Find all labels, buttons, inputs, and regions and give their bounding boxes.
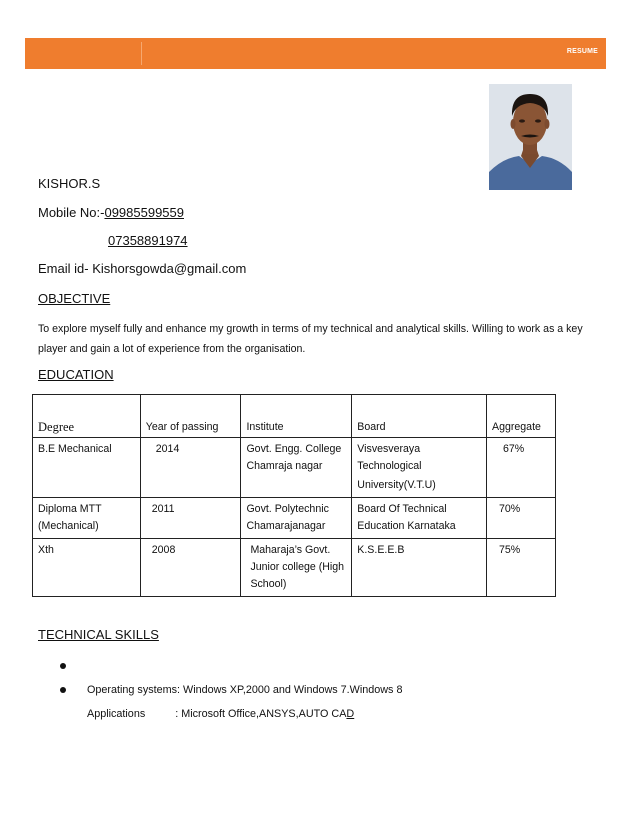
board-line-1: Visvesveraya Technological xyxy=(357,443,422,472)
col-year: Year of passing xyxy=(140,395,241,438)
email-address: Kishorsgowda@gmail.com xyxy=(92,261,247,276)
mobile-number-2 xyxy=(108,233,188,248)
aggregate-cell: 75% xyxy=(487,539,556,597)
profile-photo xyxy=(489,84,572,190)
bullet-icon xyxy=(60,663,66,669)
mobile-line xyxy=(38,205,184,220)
board-line-2: University(V.T.U) xyxy=(357,479,436,491)
year-cell: 2011 xyxy=(140,498,241,539)
education-heading: EDUCATION xyxy=(38,367,114,382)
header-banner xyxy=(25,38,606,69)
education-table xyxy=(32,394,556,597)
board-cell xyxy=(352,438,487,498)
board-cell: Board Of Technical Education Karnataka xyxy=(352,498,487,539)
aggregate-cell: 67% xyxy=(487,438,556,498)
candidate-name: KISHOR.S xyxy=(38,176,101,191)
mobile-label: Mobile No:- xyxy=(38,205,105,220)
year-cell: 2014 xyxy=(140,438,241,498)
col-degree: Degree xyxy=(33,395,141,438)
mobile-number-1: 09985599559 xyxy=(104,205,184,220)
bullet-icon xyxy=(60,687,66,693)
table-row xyxy=(33,438,556,498)
mobile-number-2-text: 07358891974 xyxy=(108,233,188,248)
institute-cell: Govt. Engg. College Chamraja nagar xyxy=(241,438,352,498)
institute-cell: Govt. Polytechnic Chamarajanagar xyxy=(241,498,352,539)
objective-text: To explore myself fully and enhance my growth in terms of my technical and analytical skills. Willing to work as a key player and gain a lot of experience from the organisation. xyxy=(38,323,583,355)
education-header-row xyxy=(33,395,556,438)
degree-cell: B.E Mechanical xyxy=(33,438,141,498)
list-item xyxy=(38,654,403,696)
year-cell: 2008 xyxy=(140,539,241,597)
profile-photo-image xyxy=(489,84,572,190)
col-institute: Institute xyxy=(241,395,352,438)
banner-label: RESUME xyxy=(566,48,598,55)
technical-skills-heading: TECHNICAL SKILLS xyxy=(38,627,159,642)
aggregate-cell: 70% xyxy=(487,498,556,539)
col-board: Board xyxy=(352,395,487,438)
email-label: Email id- xyxy=(38,261,93,276)
table-row xyxy=(33,498,556,539)
email-line xyxy=(38,261,246,276)
col-aggregate: Aggregate xyxy=(487,395,556,438)
skills-list xyxy=(38,654,403,720)
degree-cell: Diploma MTT (Mechanical) xyxy=(33,498,141,539)
banner-divider xyxy=(141,42,142,65)
skill-applications-last-letter: D xyxy=(346,708,355,720)
degree-cell: Xth xyxy=(33,539,141,597)
objective-heading: OBJECTIVE xyxy=(38,291,111,306)
table-row xyxy=(33,539,556,597)
institute-cell: Maharaja’s Govt. Junior college (High School) xyxy=(241,539,352,597)
skill-applications: Applications : Microsoft Office,ANSYS,AUTO CA xyxy=(87,708,347,720)
skill-operating-systems: Operating systems: Windows XP,2000 and Windows 7.Windows 8 xyxy=(87,684,403,696)
list-item xyxy=(38,678,402,720)
board-cell: K.S.E.E.B xyxy=(352,539,487,597)
